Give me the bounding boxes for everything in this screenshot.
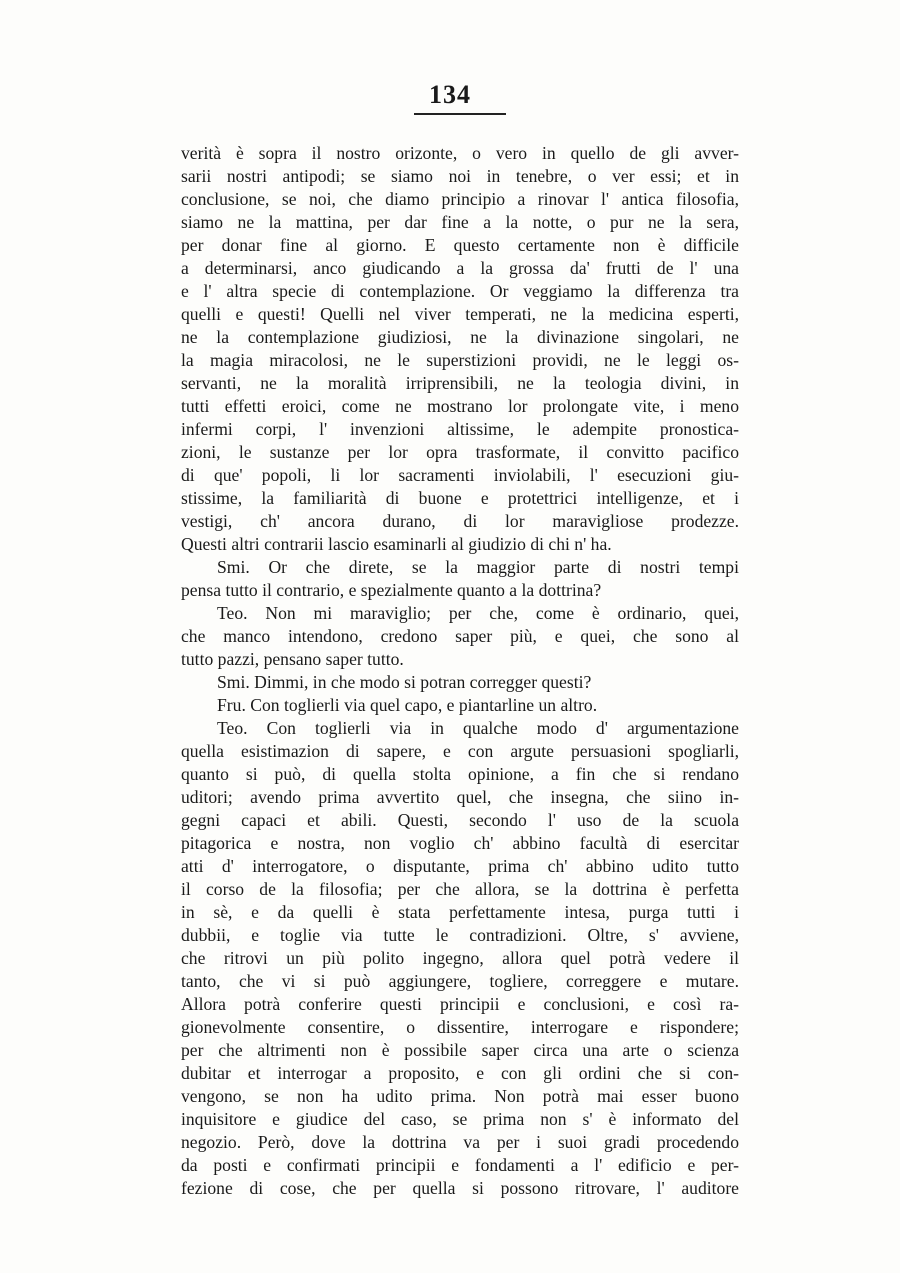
text-line: fezione di cose, che per quella si possono ritrovare, l' auditore [181,1178,739,1198]
text-line: il corso de la filosofia; per che allora, se la dottrina è perfetta [181,879,739,899]
text-line: Allora potrà conferire questi principii e conclusioni, e così ra- [181,994,739,1014]
text-line: pitagorica e nostra, non voglio ch' abbino facultà di esercitar [181,833,739,853]
page-number: 134 [429,80,471,109]
text-line: e l' altra specie di contemplazione. Or veggiamo la differenza tra [181,281,739,301]
text-line: zioni, le sustanze per lor opra trasformate, il convitto pacifico [181,442,739,462]
text-line: vestigi, ch' ancora durano, di lor maravigliose prodezze. [181,511,739,531]
text-line: gionevolmente consentire, o dissentire, interrogare e rispondere; [181,1017,739,1037]
text-line: inquisitore e giudice del caso, se prima non s' è informato del [181,1109,739,1129]
text-line: per donar fine al giorno. E questo certamente non è difficile [181,235,739,255]
text-line: atti d' interrogatore, o disputante, prima ch' abbino udito tutto [181,856,739,876]
text-line: tutto pazzi, pensano saper tutto. [181,649,404,669]
text-line: conclusione, se noi, che diamo principio a rinovar l' antica filosofia, [181,189,739,209]
speaker-line-smi: Smi. Or che direte, se la maggior parte di nostri tempi [217,557,739,577]
text-line: gegni capaci et abili. Questi, secondo l' uso de la scuola [181,810,739,830]
text-line: la magia miracolosi, ne le superstizioni providi, ne le leggi os- [181,350,739,370]
body-text [181,142,739,1200]
speaker-line-smi: Smi. Dimmi, in che modo si potran corregger questi? [217,672,592,692]
text-line: da posti e confirmati principii e fondamenti a l' edificio e per- [181,1155,739,1175]
text-line: tutti effetti eroici, come ne mostrano lor prolongate vite, i meno [181,396,739,416]
text-line: servanti, ne la moralità irriprensibili, ne la teologia divini, in [181,373,739,393]
speaker-line-fru: Fru. Con toglierli via quel capo, e piantarline un altro. [217,695,598,715]
text-line: verità è sopra il nostro orizonte, o vero in quello de gli avver- [181,143,739,163]
text-line: di que' popoli, li lor sacramenti inviolabili, l' esecuzioni giu- [181,465,739,485]
text-line: Questi altri contrarii lascio esaminarli al giudizio di chi n' ha. [181,534,612,554]
speaker-line-teo: Teo. Con toglierli via in qualche modo d' argumentazione [217,718,739,738]
text-line: siamo ne la mattina, per dar fine a la notte, o pur ne la sera, [181,212,739,232]
speaker-line-teo: Teo. Non mi maraviglio; per che, come è ordinario, quei, [217,603,739,623]
text-line: a determinarsi, anco giudicando a la grossa da' frutti de l' una [181,258,739,278]
text-line: che ritrovi un più polito ingegno, allora quel potrà vedere il [181,948,739,968]
text-line: dubbii, e toglie via tutte le contradizioni. Oltre, s' avviene, [181,925,739,945]
text-line: ne la contemplazione giudiziosi, ne la divinazione singolari, ne [181,327,739,347]
text-line: quelli e questi! Quelli nel viver temperati, ne la medicina esperti, [181,304,739,324]
text-line: dubitar et interrogar a proposito, e con gli ordini che si con- [181,1063,739,1083]
text-line: stissime, la familiarità di buone e protettrici intelligenze, et i [181,488,739,508]
text-line: pensa tutto il contrario, e spezialmente quanto a la dottrina? [181,580,602,600]
text-line: uditori; avendo prima avvertito quel, che insegna, che siino in- [181,787,739,807]
text-line: vengono, se non ha udito prima. Non potrà mai esser buono [181,1086,739,1106]
page-number-rule [414,113,506,115]
text-line: quanto si può, di quella stolta opinione, a fin che si rendano [181,764,739,784]
text-line: per che altrimenti non è possibile saper circa una arte o scienza [181,1040,739,1060]
text-line: infermi corpi, l' invenzioni altissime, le adempite pronostica- [181,419,739,439]
text-line: che manco intendono, credono saper più, e quei, che sono al [181,626,739,646]
text-line: negozio. Però, dove la dottrina va per i suoi gradi procedendo [181,1132,739,1152]
text-line: quella esistimazion di sapere, e con argute persuasioni spogliarli, [181,741,739,761]
text-line: sarii nostri antipodi; se siamo noi in tenebre, o ver essi; et in [181,166,739,186]
text-line: tanto, che vi si può aggiungere, togliere, correggere e mutare. [181,971,739,991]
text-line: in sè, e da quelli è stata perfettamente intesa, purga tutti i [181,902,739,922]
